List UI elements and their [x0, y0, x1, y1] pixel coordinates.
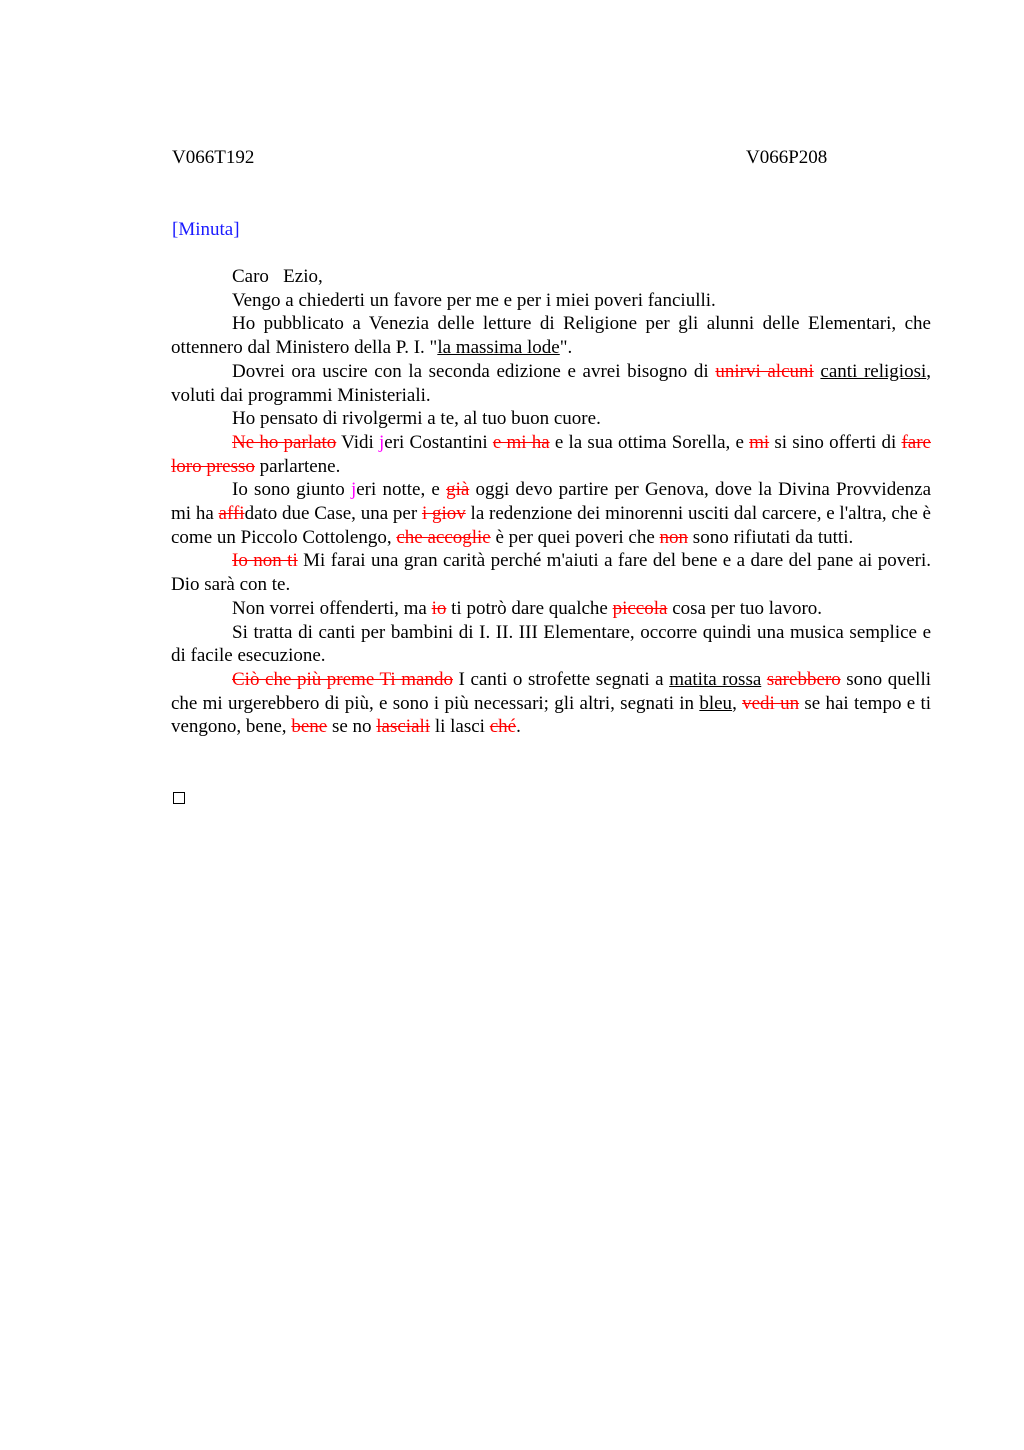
text-run: I canti o strofette segnati a: [452, 668, 670, 690]
deleted-text: Ciò che più preme Ti mando: [232, 668, 453, 690]
deleted-text: già: [446, 479, 470, 501]
draft-label: [Minuta]: [172, 219, 240, 240]
text-run: se no: [327, 716, 377, 738]
paragraph-1: Vengo a chiederti un favore per me e per i miei poveri fanciulli.: [232, 289, 716, 311]
document-code-left: V066T192: [172, 147, 255, 168]
text-run: li lasci: [430, 716, 490, 738]
deleted-text: e mi ha: [492, 431, 550, 453]
deleted-text: i giov: [421, 503, 466, 525]
deleted-text: che accoglie: [396, 526, 491, 548]
text-run: è per quei poveri che: [490, 526, 660, 548]
deleted-text: unirvi alcuni: [715, 360, 814, 382]
deleted-text: Io non ti: [232, 550, 298, 572]
text-run: si sino offerti di: [769, 431, 902, 453]
text-run: dato due Case, una per: [244, 503, 422, 525]
deleted-text: io: [431, 597, 447, 619]
paragraph-5: [171, 431, 931, 478]
text-run: e la sua ottima Sorella, e: [549, 431, 750, 453]
paragraph-2: [171, 312, 931, 359]
square-outline-icon: [173, 792, 185, 804]
salutation: Caro Ezio,: [232, 266, 323, 287]
text-run: parlartene.: [254, 455, 341, 477]
letter-body: [171, 265, 931, 739]
deleted-text: Ne ho parlato: [232, 431, 337, 453]
text-run: eri Costantini: [384, 431, 493, 453]
deleted-text: fare loro presso: [171, 431, 931, 477]
text-run: Io sono giunto: [232, 479, 351, 501]
text-run: sono rifiutati da tutti.: [688, 526, 854, 548]
text-run: Non vorrei offenderti, ma: [232, 597, 432, 619]
paragraph-10: [171, 668, 931, 739]
deleted-text: lasciali: [376, 716, 431, 738]
underlined-text: canti religiosi: [820, 360, 927, 382]
deleted-text: piccola: [612, 597, 668, 619]
inserted-text: j: [350, 479, 357, 501]
text-run: , voluti dai programmi Ministeriali.: [171, 360, 931, 406]
text-run: la redenzione dei minorenni usciti dal carcere, e l'altra, che è come un Piccolo Cottolengo,: [171, 503, 931, 548]
deleted-text: affi: [218, 503, 245, 525]
text-run: Vidi: [336, 431, 380, 453]
underlined-text: matita rossa: [669, 668, 762, 690]
text-run: Ho pubblicato a Venezia delle letture di Religione per gli alunni delle Elementari, che ottennero dal Ministero della P. I. ": [171, 313, 931, 359]
paragraph-8: [171, 597, 931, 621]
inserted-text: j: [379, 431, 385, 453]
deleted-text: vedi un: [742, 692, 800, 714]
paragraph-7: [171, 549, 931, 596]
text-run: eri notte, e: [356, 479, 447, 501]
paragraph-3: [171, 360, 931, 407]
text-run: Mi farai una gran carità perché m'aiuti a fare del bene e a dare del pane ai poveri. Dio sarà con te.: [171, 550, 931, 596]
text-run: ".: [559, 337, 573, 359]
text-run: .: [516, 716, 521, 738]
text-run: Dovrei ora uscire con la seconda edizione e avrei bisogno di: [232, 360, 716, 382]
text-run: oggi devo partire per Genova, dove la Divina Provvidenza mi ha: [171, 479, 931, 525]
text-run: cosa per tuo lavoro.: [667, 597, 823, 619]
deleted-text: sarebbero: [766, 668, 841, 690]
text-run: sono quelli che mi urgerebbero di più, e sono i più necessari; gli altri, segnati in: [171, 668, 932, 714]
paragraph-9: Si tratta di canti per bambini di I. II. III Elementare, occorre quindi una musica semplice e di facile esecuzione.: [171, 621, 931, 667]
deleted-text: bene: [291, 716, 328, 738]
deleted-text: ché: [489, 716, 517, 738]
paragraph-4: Ho pensato di rivolgermi a te, al tuo buon cuore.: [232, 408, 601, 430]
deleted-text: mi: [749, 431, 770, 453]
text-run: ti potrò dare qualche: [446, 597, 613, 619]
underlined-text: bleu: [699, 692, 733, 714]
paragraph-6: [171, 478, 931, 549]
deleted-text: non: [659, 526, 689, 548]
underlined-text: la massima lode: [437, 337, 560, 359]
text-run: ,: [732, 692, 743, 714]
document-code-right: V066P208: [746, 147, 828, 168]
text-run: se hai tempo e ti vengono, bene,: [171, 692, 931, 738]
